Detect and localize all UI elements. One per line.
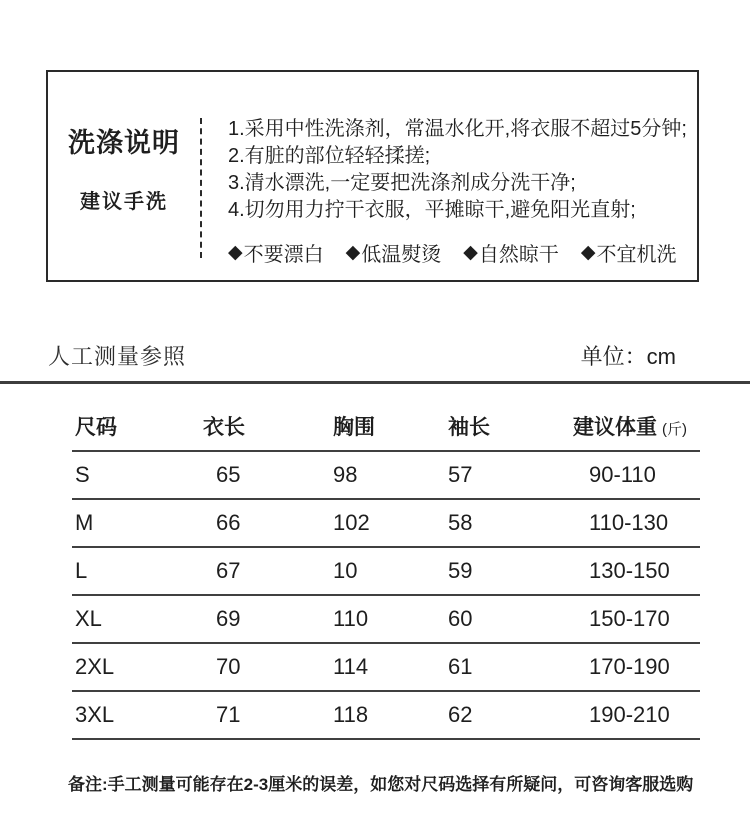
cell-length: 70 <box>216 654 241 679</box>
diamond-icon: ◆ <box>580 242 596 263</box>
cell-bust: 98 <box>333 462 358 487</box>
cell-weight: 130-150 <box>589 558 670 583</box>
cell-size: XL <box>75 606 102 631</box>
care-tags-row <box>228 238 691 267</box>
table-row <box>72 452 700 500</box>
cell-size: L <box>75 558 88 583</box>
cell-size: 3XL <box>75 702 115 727</box>
care-tag <box>228 238 324 267</box>
wash-instruction-line: 1.采用中性洗涤剂，常温水化开,将衣服不超过5分钟; <box>228 118 687 140</box>
unit-label: 单位：cm <box>580 344 676 369</box>
wash-instruction-line: 3.清水漂洗,一定要把洗涤剂成分洗干净; <box>228 172 576 194</box>
care-tag-label: 不要漂白 <box>243 244 324 266</box>
cell-sleeve: 60 <box>448 606 473 631</box>
care-tag-label: 低温熨烫 <box>361 244 442 266</box>
weight-unit-note: (斤) <box>662 421 687 438</box>
column-header-weight-label: 建议体重 <box>573 416 657 439</box>
table-header-row <box>72 402 700 452</box>
wash-title-panel <box>48 72 200 280</box>
diamond-icon: ◆ <box>463 242 478 263</box>
wash-instructions-panel <box>202 72 697 280</box>
cell-length: 71 <box>216 702 241 727</box>
column-header-length: 衣长 <box>203 416 245 439</box>
cell-weight: 170-190 <box>589 654 670 679</box>
cell-length: 69 <box>216 606 241 631</box>
cell-bust: 114 <box>333 654 369 679</box>
wash-subtitle: 建议手洗 <box>80 190 168 213</box>
size-table <box>72 402 700 740</box>
cell-size: 2XL <box>75 654 115 679</box>
measure-section-header <box>48 340 676 371</box>
cell-sleeve: 58 <box>448 510 473 535</box>
section-title: 人工测量参照 <box>48 344 187 369</box>
cell-sleeve: 61 <box>448 654 473 679</box>
cell-size: M <box>75 510 94 535</box>
wash-instructions-box <box>46 70 699 282</box>
cell-bust: 102 <box>333 510 370 535</box>
care-tag-label: 自然晾干 <box>478 244 559 266</box>
cell-sleeve: 59 <box>448 558 473 583</box>
cell-bust: 10 <box>333 558 358 583</box>
cell-weight: 190-210 <box>589 702 670 727</box>
cell-weight: 110-130 <box>589 510 669 535</box>
care-tag <box>581 238 677 267</box>
cell-size: S <box>75 462 90 487</box>
wash-instruction-line: 2.有脏的部位轻轻揉搓; <box>228 145 431 167</box>
column-header-sleeve: 袖长 <box>448 416 490 439</box>
cell-sleeve: 57 <box>448 462 473 487</box>
table-row <box>72 500 700 548</box>
wash-instruction-line: 4.切勿用力拧干衣服，平摊晾干,避免阳光直射; <box>228 199 636 221</box>
cell-weight: 90-110 <box>589 462 656 487</box>
care-tag <box>346 238 442 267</box>
wash-title: 洗涤说明 <box>68 127 180 158</box>
table-row <box>72 596 700 644</box>
table-row <box>72 692 700 740</box>
cell-length: 66 <box>216 510 241 535</box>
diamond-icon: ◆ <box>345 242 361 263</box>
column-header-bust: 胸围 <box>333 416 375 439</box>
care-tag <box>463 238 559 267</box>
cell-bust: 118 <box>333 702 369 727</box>
cell-bust: 110 <box>333 606 369 631</box>
table-row <box>72 644 700 692</box>
column-header-size: 尺码 <box>75 416 117 439</box>
note-text: 备注:手工测量可能存在2-3厘米的误差，如您对尺码选择有所疑问，可咨询客服选购 <box>68 775 694 794</box>
cell-length: 67 <box>216 558 241 583</box>
cell-length: 65 <box>216 462 241 487</box>
cell-sleeve: 62 <box>448 702 473 727</box>
cell-weight: 150-170 <box>589 606 670 631</box>
diamond-icon: ◆ <box>228 242 243 263</box>
column-header-weight <box>570 411 700 441</box>
table-row <box>72 548 700 596</box>
section-divider <box>0 381 750 384</box>
care-tag-label: 不宜机洗 <box>596 244 677 266</box>
